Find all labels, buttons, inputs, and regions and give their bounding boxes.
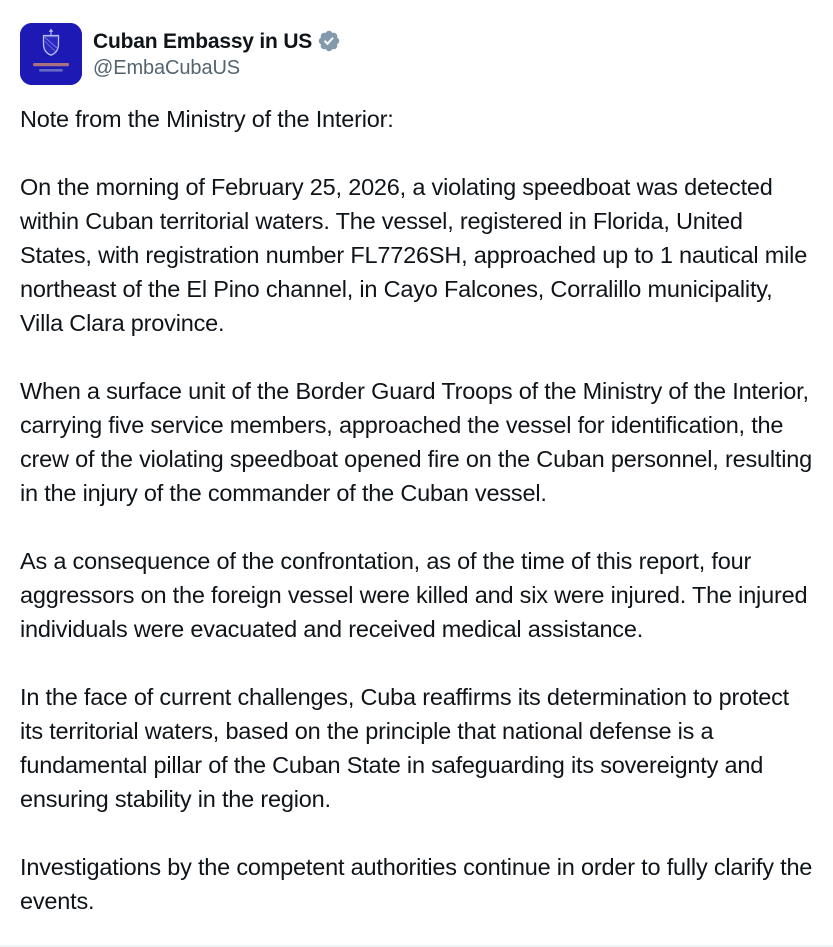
post-paragraph: On the morning of February 25, 2026, a violating speedboat was detected within Cuban territorial waters. The vessel, registered in Florida, United States, with registration number FL7726SH, approached up to 1 nautical mile northeast of the El Pino channel, in Cayo Falcones, Corralillo municipality, Villa Clara province. xyxy=(20,174,808,336)
post-paragraph: Investigations by the competent authorities continue in order to fully clarify the events. xyxy=(20,854,813,914)
display-name[interactable]: Cuban Embassy in US xyxy=(93,29,313,53)
post-paragraph: Note from the Ministry of the Interior: xyxy=(20,106,394,132)
name-block xyxy=(93,28,341,81)
post-paragraph: As a consequence of the confrontation, as of the time of this report, four aggressors on the foreign vessel were killed and six were injured. The injured individuals were evacuated and received medical assistance. xyxy=(20,548,808,642)
post-paragraph: In the face of current challenges, Cuba reaffirms its determination to protect its territorial waters, based on the principle that national defense is a fundamental pillar of the Cuban State in safeguarding its sovereignty and ensuring stability in the region. xyxy=(20,684,790,812)
avatar[interactable] xyxy=(20,23,82,85)
post-paragraph: When a surface unit of the Border Guard Troops of the Ministry of the Interior, carrying five service members, approached the vessel for identification, the crew of the violating speedboat opened fire on the Cuban personnel, resulting in the injury of the commander of the Cuban vessel. xyxy=(20,378,812,506)
post-text xyxy=(20,102,813,918)
post-header xyxy=(20,23,813,85)
verified-badge-icon[interactable] xyxy=(317,29,341,53)
cuba-coat-of-arms-emblem xyxy=(20,23,82,85)
user-handle[interactable]: @EmbaCubaUS xyxy=(93,56,241,79)
